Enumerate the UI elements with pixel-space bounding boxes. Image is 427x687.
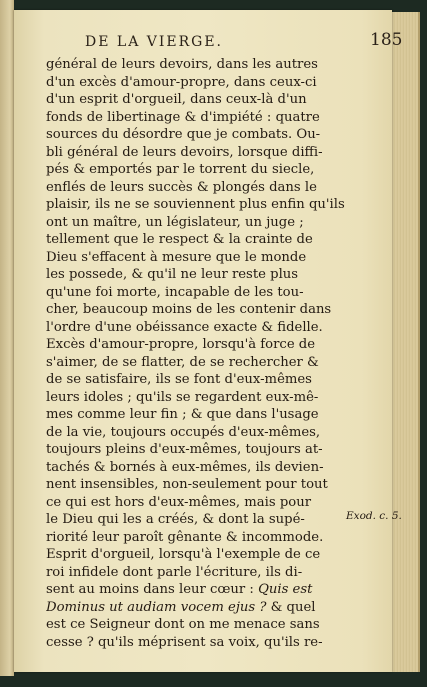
latin-quote-start: Quis est <box>258 582 313 597</box>
text-line-end: & quel <box>266 599 316 615</box>
text-line: bli général de leurs devoirs, lorsque diffi- <box>46 144 323 160</box>
page-block-edges <box>392 12 420 672</box>
text-line: qu'une foi morte, incapable de les tou- <box>46 284 304 300</box>
text-line: d'un excès d'amour-propre, dans ceux-ci <box>46 74 317 90</box>
running-title: DE LA VIERGE. <box>85 34 224 50</box>
latin-quote-end: Dominus ut audiam vocem ejus ? <box>46 599 267 615</box>
text-line: tachés & bornés à eux-mêmes, ils devien- <box>46 459 324 475</box>
text-line: de se satisfaire, ils se font d'eux-mêmes <box>46 372 312 387</box>
body-text <box>46 56 358 651</box>
facing-page-edge <box>0 0 14 676</box>
text-line: cher, beaucoup moins de les contenir dans <box>46 302 332 317</box>
text-line: plaisir, ils ne se souviennent plus enfin qu'ils <box>46 197 345 212</box>
margin-reference: Exod. c. 5. <box>346 510 402 522</box>
text-line: mes comme leur fin ; & que dans l'usage <box>46 407 319 422</box>
text-line: toujours pleins d'eux-mêmes, toujours at- <box>46 442 323 457</box>
text-line: pés & emportés par le torrent du siecle, <box>46 162 315 177</box>
text-line: est ce Seigneur dont on me menace sans <box>46 617 320 632</box>
text-line: nent insensibles, non-seulement pour tout <box>46 477 328 492</box>
text-line: de la vie, toujours occupés d'eux-mêmes, <box>46 424 321 440</box>
text-line: ont un maître, un législateur, un juge ; <box>46 214 304 230</box>
text-line: Esprit d'orgueil, lorsqu'à l'exemple de ce <box>46 547 321 562</box>
text-line: ce qui est hors d'eux-mêmes, mais pour <box>46 494 312 510</box>
text-line: fonds de libertinage & d'impiété : quatre <box>46 109 320 125</box>
text-line: enflés de leurs succès & plongés dans le <box>46 179 317 195</box>
page-number: 185 <box>370 30 403 50</box>
text-line: riorité leur paroît gênante & incommode. <box>46 529 324 545</box>
text-line: l'ordre d'une obéissance exacte & fidelle. <box>46 319 323 335</box>
text-line-with-quote <box>46 599 358 617</box>
text-line: Excès d'amour-propre, lorsqu'à force de <box>46 337 316 352</box>
text-line: le Dieu qui les a créés, & dont la supé- <box>46 512 305 527</box>
text-line: d'un esprit d'orgueil, dans ceux-là d'un <box>46 92 307 107</box>
text-line: leurs idoles ; qu'ils se regardent eux-mê- <box>46 389 319 405</box>
text-line: Dieu s'effacent à mesure que le monde <box>46 249 307 265</box>
text-line-start: sent au moins dans leur cœur : <box>46 582 254 597</box>
text-line: les possede, & qu'il ne leur reste plus <box>46 267 299 282</box>
text-line: tellement que le respect & la crainte de <box>46 232 313 247</box>
text-line: général de leurs devoirs, dans les autres <box>46 57 318 72</box>
text-line: sources du désordre que je combats. Ou- <box>46 127 321 142</box>
text-line: s'aimer, de se flatter, de se rechercher & <box>46 354 319 370</box>
text-line: roi infidele dont parle l'écriture, ils di- <box>46 564 303 580</box>
text-line-with-quote <box>46 581 358 599</box>
text-line: cesse ? qu'ils méprisent sa voix, qu'ils re- <box>46 634 323 650</box>
